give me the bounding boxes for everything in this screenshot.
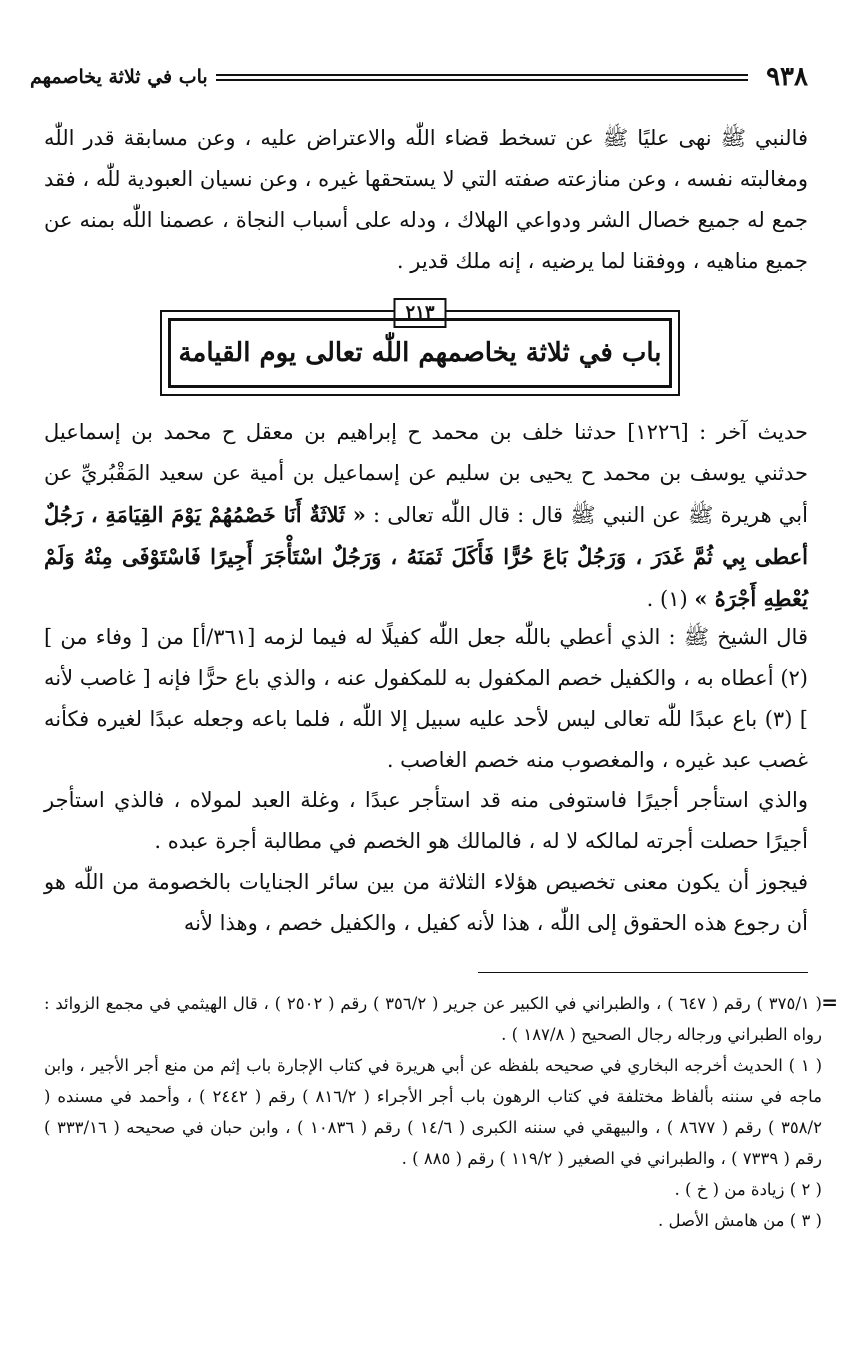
chapter-title: باب في ثلاثة يخاصمهم اللّٰه تعالى يوم القيامة: [178, 338, 662, 368]
hadith-text: [44, 412, 808, 620]
intro-paragraph: [44, 118, 808, 282]
footnote-continuation-mark: =: [821, 990, 838, 1014]
footnote-continued: ( ٣٧٥/١ ) رقم ( ٦٤٧ ) ، والطبراني في الكبير عن جرير ( ٣٥٦/٢ ) رقم ( ٢٥٠٢ ) ، قال الهيثمي في مجمع الزوائد : رواه الطبراني ورجاله رجال الصحيح ( ١٨٧/٨ ) .: [44, 994, 822, 1044]
page-number: ٩٣٨: [766, 62, 808, 92]
footnote-1: ( ١ ) الحديث أخرجه البخاري في صحيحه بلفظه عن أبي هريرة في كتاب الإجارة باب إثم من منع أجر الأجير ، وابن ماجه في سننه بألفاظ مختلفة في كتاب الرهون باب أجر الأجراء ( ٨١٦/٢ ) رقم ( ٢٤٤٢ ) ، وأحمد في مسنده ( ٣٥٨/٢ ) رقم ( ٨٦٧٧ ) ، والبيهقي في سننه الكبرى ( ١٤/٦ ) رقم ( ١٠٨٣٦ ) ، وابن حبان في صحيحه ( ٣٣٣/١٦ ) رقم ( ٧٣٣٩ ) ، والطبراني في الصغير ( ١١٩/٢ ) رقم ( ٨٨٥ ) .: [44, 1056, 823, 1168]
commentary-paragraph-3: [44, 862, 808, 944]
hadith-paragraph: [44, 412, 808, 620]
chapter-number: ٢١٣: [393, 298, 446, 328]
footnotes: [44, 988, 822, 1236]
chapter-heading-frame: [160, 302, 680, 396]
header-rule: [216, 74, 748, 81]
commentary-text-3: فيجوز أن يكون معنى تخصيص هؤلاء الثلاثة من بين سائر الجنايات بالخصومة من اللّٰه هو أن رجوع هذه الحقوق إلى اللّٰه ، هذا لأنه كفيل ، والكفيل خصم ، وهذا لأنه: [44, 870, 808, 935]
footnote-3: ( ٣ ) من هامش الأصل .: [658, 1211, 822, 1230]
hadith-isnad: حديث آخر : [١٢٢٦] حدثنا خلف بن محمد ح إبراهيم بن معقل ح محمد بن إسماعيل حدثني يوسف بن محمد ح يحيى بن سليم عن إسماعيل بن أمية عن سعيد المَقْبُريِّ عن أبي هريرة ﷺ عن النبي ﷺ قال : قال اللّٰه تعالى :: [44, 420, 808, 527]
page-header: [30, 60, 808, 94]
commentary-text-1: قال الشيخ ﷺ : الذي أعطي باللّٰه جعل اللّٰه كفيلًا له فيما لزمه [٣٦١/أ] من [ وفاء من ] (٢) أعطاه به ، والكفيل خصم المكفول به للمكفول عنه ، والذي باع حرًّا فإنه [ غاصب لأنه ] (٣) باع عبدًا للّٰه تعالى ليس لأحد عليه سبيل إلا اللّٰه ، فلما باعه وجعله عبدًا لغيره فكأنه غصب عبد غيره ، والمغصوب منه خصم الغاصب .: [44, 625, 808, 772]
footnote-2: ( ٢ ) زيادة من ( خ ) .: [674, 1180, 822, 1199]
hadith-matn: « ثَلاثَةٌ أَنَا خَصْمُهُمْ يَوْمَ القِيَامَةِ ، رَجُلٌ أعطى بِي ثُمَّ غَدَرَ ، وَرَجُلٌ بَاعَ حُرًّا فَأَكَلَ ثَمَنَهُ ، وَرَجُلٌ اسْتَأْجَرَ أَجِيرًا فَاسْتَوْفَى مِنْهُ وَلَمْ يُعْطِهِ أَجْرَهُ »: [44, 502, 808, 611]
commentary-text-2: والذي استأجر أجيرًا فاستوفى منه قد استأجر عبدًا ، وغلة العبد لمولاه ، فالذي استأجر أجيرًا حصلت أجرته لمالكه لا له ، فالمالك هو الخصم في مطالبة أجرة عبده .: [44, 788, 808, 853]
hadith-footnote-ref: (١) .: [646, 587, 695, 611]
footnote-separator: [478, 972, 808, 973]
intro-text: فالنبي ﷺ نهى عليًا ﷺ عن تسخط قضاء اللّٰه والاعتراض عليه ، وعن مسابقة قدر اللّٰه ومغالبته نفسه ، وعن منازعته صفته التي لا يستحقها غيره ، وعن نسيان العبودية للّٰه ، فقد جمع له جميع خصال الشر ودواعي الهلاك ، ودله على أسباب النجاة ، عصمنا اللّٰه بمنه عن جميع مناهيه ، ووفقنا لما يرضيه ، إنه ملك قدير .: [44, 126, 808, 273]
running-title: باب في ثلاثة يخاصمهم: [30, 66, 208, 88]
commentary-paragraph-1: [44, 617, 808, 781]
commentary-paragraph-2: [44, 780, 808, 862]
chapter-heading-inner: [168, 318, 672, 388]
